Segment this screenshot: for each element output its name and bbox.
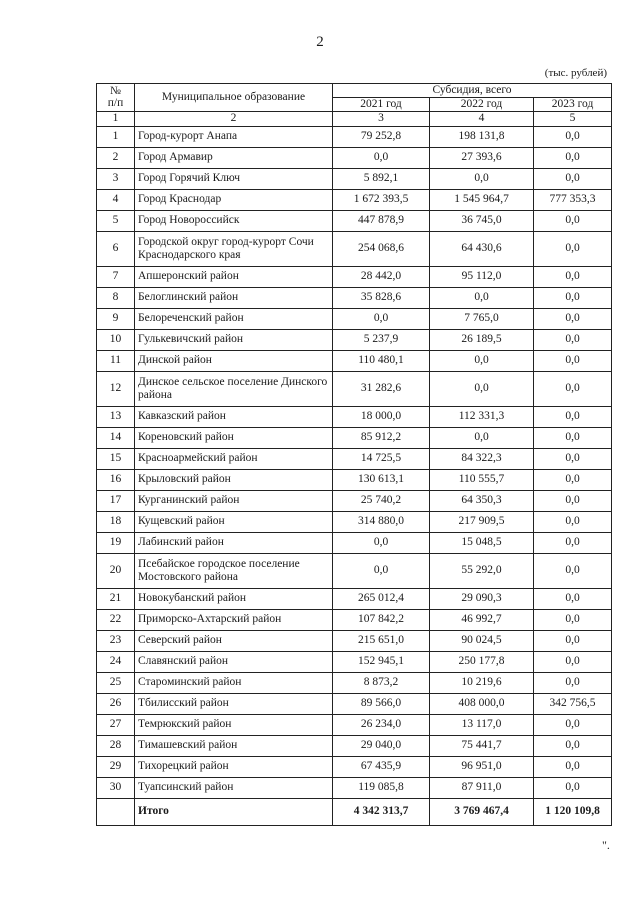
- subsidy-2021: 35 828,6: [333, 287, 430, 308]
- subsidy-2023: 0,0: [534, 714, 612, 735]
- subsidy-2023: 0,0: [534, 511, 612, 532]
- subsidy-2021: 254 068,6: [333, 231, 430, 266]
- municipality-name: Город Горячий Ключ: [135, 168, 333, 189]
- subsidy-2022: 90 024,5: [430, 630, 534, 651]
- num-header: № п/п: [97, 84, 135, 112]
- table-body: [97, 126, 612, 798]
- subsidy-2021: 31 282,6: [333, 371, 430, 406]
- municipality-name: Тбилисский район: [135, 693, 333, 714]
- subsidy-2022: 29 090,3: [430, 588, 534, 609]
- subsidy-2023: 342 756,5: [534, 693, 612, 714]
- table-row: [97, 126, 612, 147]
- table-row: [97, 490, 612, 511]
- municipality-name: Город Новороссийск: [135, 210, 333, 231]
- subsidy-2023: 0,0: [534, 126, 612, 147]
- subsidy-2022: 7 765,0: [430, 308, 534, 329]
- subsidy-2021: 107 842,2: [333, 609, 430, 630]
- row-number: 24: [97, 651, 135, 672]
- table-row: [97, 735, 612, 756]
- row-number: 22: [97, 609, 135, 630]
- subsidy-2023: 0,0: [534, 266, 612, 287]
- subsidy-2021: 29 040,0: [333, 735, 430, 756]
- subsidy-2021: 130 613,1: [333, 469, 430, 490]
- municipality-name: Курганинский район: [135, 490, 333, 511]
- end-quote-mark: ".: [602, 838, 610, 852]
- subsidy-2022: 112 331,3: [430, 406, 534, 427]
- municipality-name: Северский район: [135, 630, 333, 651]
- table-row: [97, 308, 612, 329]
- row-number: 7: [97, 266, 135, 287]
- year-header-2022: 2022 год: [430, 97, 534, 111]
- municipality-name: Город Краснодар: [135, 189, 333, 210]
- table-row: [97, 329, 612, 350]
- total-2023: 1 120 109,8: [534, 798, 612, 825]
- subsidy-2022: 0,0: [430, 287, 534, 308]
- municipality-name: Динской район: [135, 350, 333, 371]
- subsidy-2021: 26 234,0: [333, 714, 430, 735]
- column-index: 4: [430, 111, 534, 126]
- subsidy-2022: 26 189,5: [430, 329, 534, 350]
- municipality-name: Красноармейский район: [135, 448, 333, 469]
- subsidy-2021: 89 566,0: [333, 693, 430, 714]
- table-row: [97, 672, 612, 693]
- municipality-name: Приморско-Ахтарский район: [135, 609, 333, 630]
- row-number: 11: [97, 350, 135, 371]
- subsidy-2021: 25 740,2: [333, 490, 430, 511]
- table-row: [97, 630, 612, 651]
- subsidy-2021: 152 945,1: [333, 651, 430, 672]
- subsidy-2023: 0,0: [534, 469, 612, 490]
- row-number: 18: [97, 511, 135, 532]
- row-number: 12: [97, 371, 135, 406]
- subsidy-2022: 250 177,8: [430, 651, 534, 672]
- municipality-name: Лабинский район: [135, 532, 333, 553]
- municipality-name: Апшеронский район: [135, 266, 333, 287]
- table-row: [97, 714, 612, 735]
- municipality-name: Кореновский район: [135, 427, 333, 448]
- table-row: [97, 266, 612, 287]
- table-row: [97, 511, 612, 532]
- column-index: 2: [135, 111, 333, 126]
- subsidy-2023: 0,0: [534, 448, 612, 469]
- subsidy-2023: 0,0: [534, 777, 612, 798]
- subsidy-2022: 0,0: [430, 168, 534, 189]
- subsidy-2022: 84 322,3: [430, 448, 534, 469]
- municipality-name: Крыловский район: [135, 469, 333, 490]
- subsidy-2022: 27 393,6: [430, 147, 534, 168]
- table-row: [97, 588, 612, 609]
- year-header-2021: 2021 год: [333, 97, 430, 111]
- subsidy-2021: 447 878,9: [333, 210, 430, 231]
- row-number: 5: [97, 210, 135, 231]
- subsidy-2023: 0,0: [534, 287, 612, 308]
- subsidy-2023: 0,0: [534, 231, 612, 266]
- table-row: [97, 448, 612, 469]
- table-row: [97, 532, 612, 553]
- municipality-name: Темрюкский район: [135, 714, 333, 735]
- table-row: [97, 350, 612, 371]
- table-row: [97, 189, 612, 210]
- table-row: [97, 168, 612, 189]
- subsidy-2022: 1 545 964,7: [430, 189, 534, 210]
- row-number: 16: [97, 469, 135, 490]
- total-2021: 4 342 313,7: [333, 798, 430, 825]
- row-number: 10: [97, 329, 135, 350]
- column-index: 5: [534, 111, 612, 126]
- subsidy-2023: 0,0: [534, 210, 612, 231]
- row-number: 19: [97, 532, 135, 553]
- year-header-2023: 2023 год: [534, 97, 612, 111]
- subsidy-2021: 79 252,8: [333, 126, 430, 147]
- municipality-name: Белоглинский район: [135, 287, 333, 308]
- row-number: 29: [97, 756, 135, 777]
- row-number: 17: [97, 490, 135, 511]
- total-label: Итого: [135, 798, 333, 825]
- subsidy-2022: 10 219,6: [430, 672, 534, 693]
- subsidy-2023: 0,0: [534, 406, 612, 427]
- subsidy-2022: 198 131,8: [430, 126, 534, 147]
- row-number: 3: [97, 168, 135, 189]
- subsidy-2021: 0,0: [333, 147, 430, 168]
- subsidy-2022: 64 350,3: [430, 490, 534, 511]
- subsidy-2023: 777 353,3: [534, 189, 612, 210]
- unit-note: (тыс. рублей): [544, 67, 607, 79]
- subsidy-2022: 0,0: [430, 371, 534, 406]
- row-number: 2: [97, 147, 135, 168]
- subsidy-2021: 5 237,9: [333, 329, 430, 350]
- table-row: [97, 693, 612, 714]
- subsidy-2021: 0,0: [333, 308, 430, 329]
- subsidy-2022: 408 000,0: [430, 693, 534, 714]
- row-number: 30: [97, 777, 135, 798]
- subsidy-2023: 0,0: [534, 490, 612, 511]
- municipality-name: Город Армавир: [135, 147, 333, 168]
- subsidy-2023: 0,0: [534, 308, 612, 329]
- row-number: 23: [97, 630, 135, 651]
- subsidy-table: [96, 83, 612, 826]
- municipality-name: Гулькевичский район: [135, 329, 333, 350]
- row-number: 9: [97, 308, 135, 329]
- municipality-name: Белореченский район: [135, 308, 333, 329]
- subsidy-2023: 0,0: [534, 147, 612, 168]
- table-row: [97, 756, 612, 777]
- row-number: 20: [97, 553, 135, 588]
- total-row: [97, 798, 612, 825]
- table-row: [97, 651, 612, 672]
- subsidy-2023: 0,0: [534, 371, 612, 406]
- subsidy-2021: 314 880,0: [333, 511, 430, 532]
- subsidy-2022: 0,0: [430, 350, 534, 371]
- municipality-name: Новокубанский район: [135, 588, 333, 609]
- row-number: 25: [97, 672, 135, 693]
- row-number: 26: [97, 693, 135, 714]
- subsidy-2023: 0,0: [534, 350, 612, 371]
- table-row: [97, 231, 612, 266]
- row-number: 4: [97, 189, 135, 210]
- subsidy-2023: 0,0: [534, 427, 612, 448]
- municipality-name: Староминский район: [135, 672, 333, 693]
- column-index: 1: [97, 111, 135, 126]
- row-number: 13: [97, 406, 135, 427]
- subsidy-2022: 55 292,0: [430, 553, 534, 588]
- subsidy-2023: 0,0: [534, 756, 612, 777]
- municipality-name: Туапсинский район: [135, 777, 333, 798]
- subsidy-2021: 1 672 393,5: [333, 189, 430, 210]
- table-row: [97, 427, 612, 448]
- subsidy-2021: 18 000,0: [333, 406, 430, 427]
- subsidy-2022: 75 441,7: [430, 735, 534, 756]
- column-index: 3: [333, 111, 430, 126]
- subsidy-2021: 85 912,2: [333, 427, 430, 448]
- table-row: [97, 147, 612, 168]
- page-number: 2: [316, 34, 324, 50]
- subsidy-2023: 0,0: [534, 735, 612, 756]
- municipality-name: Город-курорт Анапа: [135, 126, 333, 147]
- row-number: 6: [97, 231, 135, 266]
- subsidy-2021: 0,0: [333, 532, 430, 553]
- subsidy-2022: 64 430,6: [430, 231, 534, 266]
- municipality-name: Славянский район: [135, 651, 333, 672]
- subsidy-header: Субсидия, всего: [333, 84, 612, 98]
- subsidy-2021: 0,0: [333, 553, 430, 588]
- subsidy-2023: 0,0: [534, 672, 612, 693]
- subsidy-2022: 96 951,0: [430, 756, 534, 777]
- row-number: 27: [97, 714, 135, 735]
- municipality-name: Тихорецкий район: [135, 756, 333, 777]
- row-number: 21: [97, 588, 135, 609]
- table-row: [97, 777, 612, 798]
- row-number: 1: [97, 126, 135, 147]
- municipality-header: Муниципальное образование: [135, 84, 333, 112]
- subsidy-2021: 215 651,0: [333, 630, 430, 651]
- subsidy-2022: 217 909,5: [430, 511, 534, 532]
- municipality-name: Тимашевский район: [135, 735, 333, 756]
- subsidy-2023: 0,0: [534, 630, 612, 651]
- subsidy-2022: 87 911,0: [430, 777, 534, 798]
- subsidy-2022: 36 745,0: [430, 210, 534, 231]
- subsidy-2022: 13 117,0: [430, 714, 534, 735]
- subsidy-2021: 67 435,9: [333, 756, 430, 777]
- table-row: [97, 287, 612, 308]
- subsidy-2022: 110 555,7: [430, 469, 534, 490]
- subsidy-2021: 110 480,1: [333, 350, 430, 371]
- table-row: [97, 469, 612, 490]
- subsidy-2021: 119 085,8: [333, 777, 430, 798]
- municipality-name: Кущевский район: [135, 511, 333, 532]
- subsidy-2023: 0,0: [534, 329, 612, 350]
- subsidy-2021: 28 442,0: [333, 266, 430, 287]
- table-row: [97, 406, 612, 427]
- subsidy-2023: 0,0: [534, 532, 612, 553]
- total-num: [97, 798, 135, 825]
- row-number: 14: [97, 427, 135, 448]
- table-row: [97, 553, 612, 588]
- subsidy-2022: 15 048,5: [430, 532, 534, 553]
- subsidy-2021: 8 873,2: [333, 672, 430, 693]
- subsidy-2023: 0,0: [534, 651, 612, 672]
- row-number: 15: [97, 448, 135, 469]
- subsidy-2022: 46 992,7: [430, 609, 534, 630]
- subsidy-2023: 0,0: [534, 168, 612, 189]
- subsidy-2021: 14 725,5: [333, 448, 430, 469]
- row-number: 28: [97, 735, 135, 756]
- subsidy-2023: 0,0: [534, 553, 612, 588]
- subsidy-2023: 0,0: [534, 588, 612, 609]
- municipality-name: Псебайское городское поселение Мостовского района: [135, 553, 333, 588]
- table-row: [97, 371, 612, 406]
- subsidy-2022: 0,0: [430, 427, 534, 448]
- subsidy-2023: 0,0: [534, 609, 612, 630]
- subsidy-2021: 265 012,4: [333, 588, 430, 609]
- table-row: [97, 609, 612, 630]
- subsidy-2022: 95 112,0: [430, 266, 534, 287]
- table-row: [97, 210, 612, 231]
- municipality-name: Городской округ город-курорт Сочи Краснодарского края: [135, 231, 333, 266]
- municipality-name: Кавказский район: [135, 406, 333, 427]
- municipality-name: Динское сельское поселение Динского района: [135, 371, 333, 406]
- subsidy-2021: 5 892,1: [333, 168, 430, 189]
- total-2022: 3 769 467,4: [430, 798, 534, 825]
- row-number: 8: [97, 287, 135, 308]
